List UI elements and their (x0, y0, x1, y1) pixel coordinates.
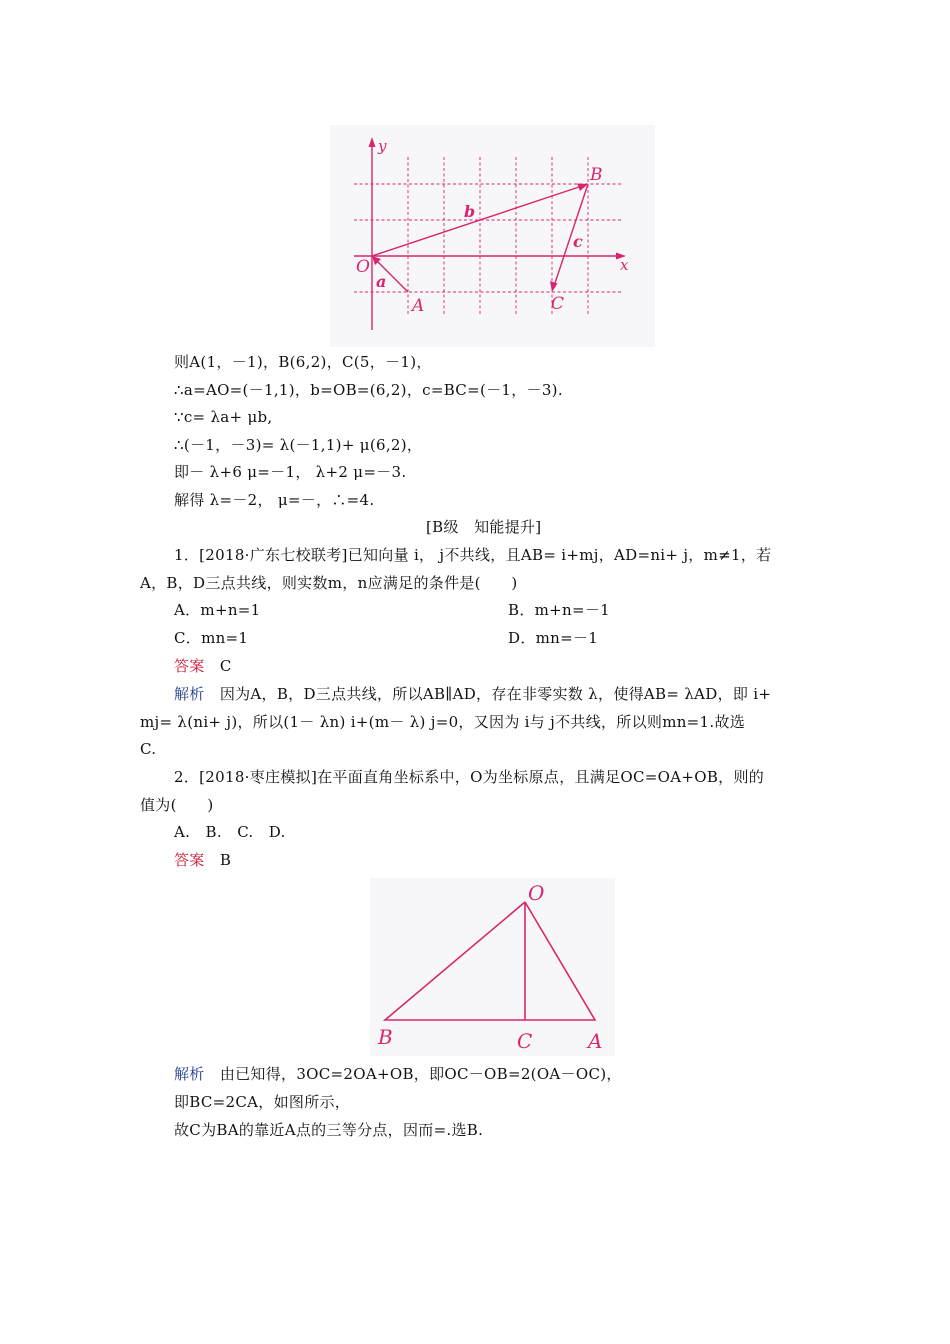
q1-answer (174, 656, 232, 676)
x-axis-label: x (620, 256, 629, 274)
section-title: [B级 知能提升] (426, 518, 542, 536)
q2-stem-line-2: 值为( ) (140, 796, 214, 814)
q1-option-d: D．mn=－1 (508, 629, 599, 647)
q2-stem-line-1: 2．[2018·枣庄模拟]在平面直角坐标系中，O为坐标原点，且满足OC=OA+OB，则的 (174, 768, 765, 786)
triangle-point-b: B (378, 1025, 393, 1049)
y-axis-label: y (378, 137, 387, 155)
q1-analysis-line-1 (174, 684, 771, 704)
q1-stem-line-2: A，B，D三点共线，则实数m，n应满足的条件是( ) (140, 574, 518, 592)
point-a-label: A (412, 296, 425, 316)
solution-line-6: 解得 λ=－2， μ=－，∴=4. (174, 491, 375, 509)
solution-line-3: ∵c= λa+ μb, (174, 408, 273, 426)
q1-answer-label: 答案 (174, 657, 205, 675)
q1-option-c: C．mn=1 (174, 629, 249, 647)
solution-line-2: ∴a=AO=(－1,1)，b=OB=(6,2)，c=BC=(－1，－3). (174, 381, 563, 399)
q2-analysis-label: 解析 (174, 1065, 205, 1083)
q2-analysis-text-1: 由已知得，3OC=2OA+OB，即OC－OB=2(OA－OC)， (219, 1065, 622, 1083)
q2-analysis-line-3: 故C为BA的靠近A点的三等分点，因而=.选B. (174, 1121, 484, 1139)
q1-option-b: B．m+n=－1 (508, 601, 610, 619)
q2-analysis-line-1 (174, 1064, 622, 1084)
point-c-label: C (551, 294, 565, 314)
q2-answer-label: 答案 (174, 851, 205, 869)
solution-line-1: 则A(1，－1)，B(6,2)，C(5，－1)， (174, 353, 432, 371)
vector-grid-figure (330, 125, 655, 347)
solution-line-4: ∴(－1，－3)= λ(－1,1)+ μ(6,2)， (174, 436, 423, 454)
vector-c-label: c (573, 232, 583, 251)
triangle-figure (370, 878, 615, 1056)
origin-label: O (356, 257, 370, 277)
vector-a-label: a (376, 272, 387, 291)
triangle-point-a: A (588, 1029, 603, 1053)
triangle-point-o: O (528, 881, 545, 905)
q1-answer-value: C (219, 657, 232, 675)
q2-analysis-line-2: 即BC=2CA，如图所示， (174, 1093, 351, 1111)
point-b-label: B (590, 165, 603, 185)
q1-analysis-label: 解析 (174, 685, 205, 703)
q1-analysis-line-3: C. (140, 740, 157, 758)
triangle-point-c: C (517, 1029, 533, 1053)
q2-answer-value: B (219, 851, 232, 869)
q2-answer (174, 850, 231, 870)
q1-option-a: A．m+n=1 (174, 601, 261, 619)
q2-options: A. B. C. D. (174, 823, 286, 841)
q1-analysis-text-1: 因为A，B，D三点共线，所以AB∥AD，存在非零实数 λ，使得AB= λAD，即 i+ (219, 685, 772, 703)
solution-line-5: 即－ λ+6 μ=－1， λ+2 μ=－3. (174, 463, 407, 481)
q1-analysis-line-2: mj= λ(ni+ j)，所以(1－ λn) i+(m－ λ) j=0，又因为 i与 j不共线，所以则mn=1.故选 (140, 713, 746, 731)
vector-b-label: b (464, 202, 476, 221)
q1-stem-line-1: 1．[2018·广东七校联考]已知向量 i， j不共线，且AB= i+mj，AD=ni+ j，m≠1，若 (174, 546, 772, 564)
